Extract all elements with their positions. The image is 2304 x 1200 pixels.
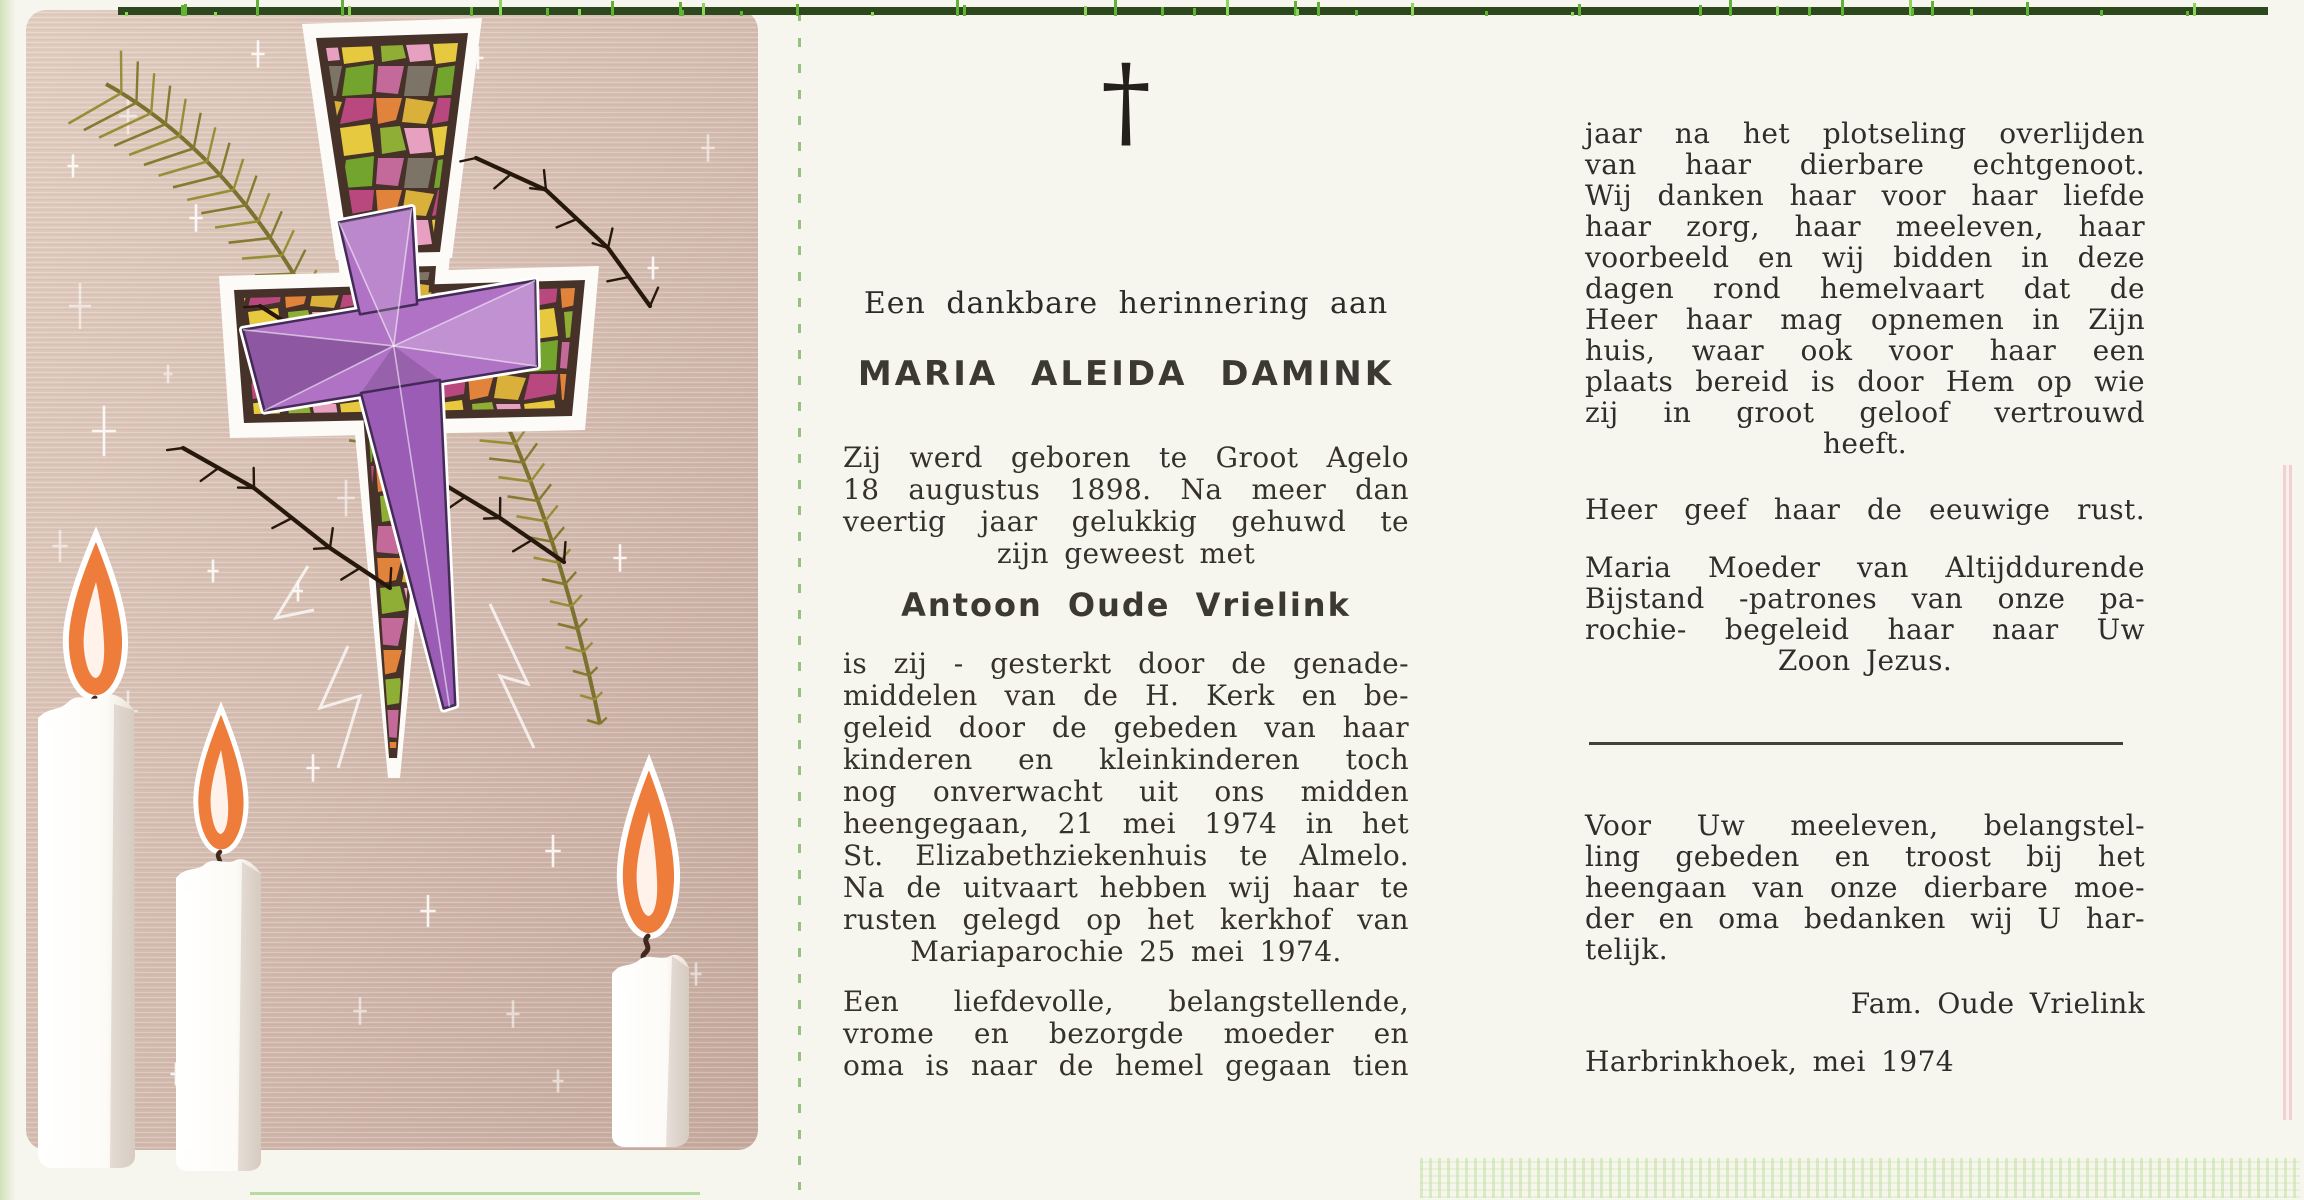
text-line: Bijstand -patrones van onze pa- xyxy=(1585,582,2145,615)
text-line: ling gebeden en troost bij het xyxy=(1585,840,2145,873)
text-line: van haar dierbare echtgenoot. xyxy=(1585,148,2145,181)
family-signature: Fam. Oude Vrielink xyxy=(1850,987,2145,1020)
text-line: telijk. xyxy=(1585,933,1669,966)
text-line: nog onverwacht uit ons midden xyxy=(843,775,1409,808)
text-line: jaar na het plotseling overlijden xyxy=(1585,117,2145,150)
text-line: veertig jaar gelukkig gehuwd te xyxy=(843,505,1409,538)
place-and-date: Harbrinkhoek, mei 1974 xyxy=(1585,1045,1955,1078)
text-line: voorbeeld en wij bidden in deze xyxy=(1585,241,2145,274)
memorial-artwork-panel xyxy=(8,6,778,1194)
memorial-text-page-2 xyxy=(1585,0,2145,1200)
text-line: heengegaan, 21 mei 1974 in het xyxy=(843,807,1409,840)
text-line: vrome en bezorgde moeder en xyxy=(843,1017,1409,1050)
text-line: St. Elizabethziekenhuis te Almelo. xyxy=(843,839,1409,872)
text-line: plaats bereid is door Hem op wie xyxy=(1585,365,2145,398)
fold-line xyxy=(798,12,801,1190)
text-line: dagen rond hemelvaart dat de xyxy=(1585,272,2145,305)
scan-noise-ticks xyxy=(0,0,2304,16)
text-line: der en oma bedanken wij U har- xyxy=(1585,902,2145,935)
text-line: heengaan van onze dierbare moe- xyxy=(1585,871,2145,904)
deceased-name: MARIA ALEIDA DAMINK xyxy=(857,354,1395,394)
text-line: huis, waar ook voor haar een xyxy=(1585,334,2145,367)
scan-left-edge xyxy=(0,0,14,1200)
scan-artifact-line xyxy=(250,1192,700,1195)
scan-bottom-noise xyxy=(1420,1158,2300,1198)
scan-right-edge xyxy=(2283,465,2292,1120)
text-line: haar zorg, haar meeleven, haar xyxy=(1585,210,2145,243)
text-line: rochie- begeleid haar naar Uw xyxy=(1585,613,2145,646)
text-line: Een liefdevolle, belangstellende, xyxy=(843,985,1409,1018)
continuation-paragraph xyxy=(1585,118,2145,459)
text-line: Mariaparochie 25 mei 1974. xyxy=(910,935,1342,968)
text-line: Wij danken haar voor haar liefde xyxy=(1585,179,2145,212)
text-line: middelen van de H. Kerk en be- xyxy=(843,679,1409,712)
text-line: is zij - gesterkt door de genade- xyxy=(843,647,1409,680)
birth-paragraph xyxy=(843,442,1409,570)
intro-line: Een dankbare herinnering aan xyxy=(863,286,1389,321)
text-line: Voor Uw meeleven, belangstel- xyxy=(1585,809,2145,842)
text-line: zijn geweest met xyxy=(996,537,1256,570)
memorial-text-page-1 xyxy=(843,0,1409,1200)
text-line: Zoon Jezus. xyxy=(1777,644,1953,677)
text-line: 18 augustus 1898. Na meer dan xyxy=(843,473,1409,506)
spouse-name: Antoon Oude Vrielink xyxy=(901,586,1351,624)
maria-paragraph xyxy=(1585,552,2145,676)
text-line: zij in groot geloof vertrouwd xyxy=(1585,396,2145,429)
text-line: Na de uitvaart hebben wij haar te xyxy=(843,871,1409,904)
text-line: kinderen en kleinkinderen toch xyxy=(843,743,1409,776)
text-line: Heer haar mag opnemen in Zijn xyxy=(1585,303,2145,336)
text-line: geleid door de gebeden van haar xyxy=(843,711,1409,744)
thanks-paragraph xyxy=(1585,810,2145,965)
prayer-line: Heer geef haar de eeuwige rust. xyxy=(1585,493,2145,526)
section-divider xyxy=(1589,742,2123,745)
text-line: rusten gelegd op het kerkhof van xyxy=(843,903,1409,936)
text-line: Zij werd geboren te Groot Agelo xyxy=(843,441,1409,474)
death-paragraph xyxy=(843,648,1409,968)
text-line: oma is naar de hemel gegaan tien xyxy=(843,1049,1409,1082)
text-line: Maria Moeder van Altijddurende xyxy=(1585,551,2145,584)
cross-icon: † xyxy=(1101,43,1151,160)
text-line: heeft. xyxy=(1822,427,1908,460)
mother-paragraph xyxy=(843,986,1409,1082)
